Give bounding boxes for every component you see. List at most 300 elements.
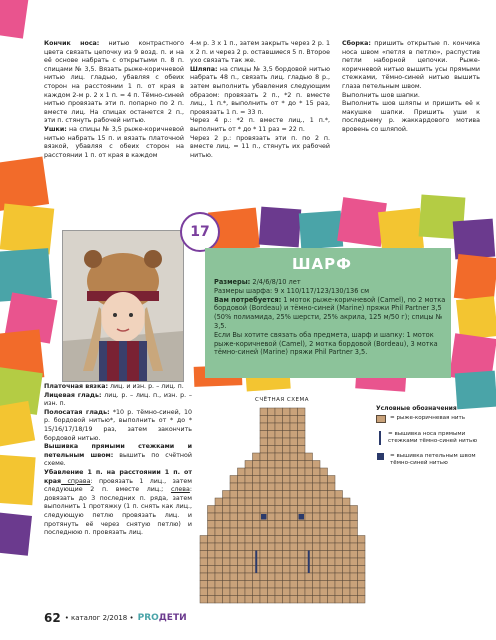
chart-cell <box>223 543 231 551</box>
chart-cell <box>230 513 238 521</box>
chart-cell <box>298 536 306 544</box>
chart-cell <box>290 491 298 499</box>
chart-cell <box>350 581 358 589</box>
chart-cell <box>268 536 276 544</box>
chart-cell <box>313 596 321 604</box>
chart-cell <box>215 528 223 536</box>
chart-cell <box>283 446 291 454</box>
chart-cell <box>328 551 336 559</box>
paragraph-hat-r4: Через 4 р.: *2 п. вместе лиц., 1 п.*, выполнить от * до * 11 раз = 22 п. <box>190 117 330 133</box>
chart-cell <box>238 521 246 529</box>
chart-cell <box>208 588 216 596</box>
camel-swatch-icon <box>376 415 386 423</box>
chart-cell <box>320 558 328 566</box>
scarf-info-text <box>214 278 452 357</box>
chart-cell <box>223 491 231 499</box>
chart-cell <box>260 468 268 476</box>
chart-cell <box>275 423 283 431</box>
chart-cell <box>290 483 298 491</box>
chart-cell <box>245 513 253 521</box>
note-yellow-mid <box>378 208 424 252</box>
chart-cell <box>253 491 261 499</box>
chart-cell <box>230 506 238 514</box>
chart-cell <box>275 543 283 551</box>
legend-title: Условные обозначения <box>376 405 457 412</box>
paragraph-assembly: Сборка: пришить открытые п. кончика носа швом «петля в петлю», распустив петли наборной цепочки. Рыже-коричневой нитью вышить усы прямыми стежками, тёмно-синей нитью вышить глаза петельным швом. <box>342 40 480 90</box>
chart-cell <box>283 431 291 439</box>
legend-item-straight-stitch: = вышивка носа прямыми стежками тёмно-синей нитью <box>376 431 494 445</box>
chart-cell <box>260 521 268 529</box>
chart-cell <box>260 573 268 581</box>
chart-cell <box>275 468 283 476</box>
chart-cell <box>253 476 261 484</box>
chart-cell <box>230 528 238 536</box>
chart-cell <box>335 528 343 536</box>
chart-cell <box>335 513 343 521</box>
chart-cell <box>208 551 216 559</box>
chart-cell <box>283 438 291 446</box>
chart-cell <box>335 536 343 544</box>
chart-cell <box>253 581 261 589</box>
chart-cell <box>313 573 321 581</box>
chart-cell <box>290 453 298 461</box>
chart-cell <box>290 521 298 529</box>
chart-cell <box>320 491 328 499</box>
chart-cell <box>260 506 268 514</box>
page-number: 62 <box>44 611 61 625</box>
chart-cell <box>298 551 306 559</box>
chart-cell <box>245 596 253 604</box>
chart-cell <box>290 513 298 521</box>
chart-cell <box>335 491 343 499</box>
chart-cell <box>245 476 253 484</box>
chart-cell <box>358 581 366 589</box>
chart-cell <box>290 596 298 604</box>
chart-cell <box>238 558 246 566</box>
chart-cell <box>350 573 358 581</box>
both-items-line: Если Вы хотите связать оба предмета, шарф и шапку: 1 моток рыже-коричневой (Camel), 2 мотка бордовой (Bordeau), 3 мотка тёмно-синей (Marine) пряжи Phil Partner 3,5. <box>214 330 438 357</box>
chart-cell <box>268 581 276 589</box>
note-teal-mid <box>299 211 343 250</box>
chart-cell <box>283 566 291 574</box>
chart-cell <box>305 581 313 589</box>
paragraph-brim-seam: Выполнить шов шляпы и пришить её к макушке шапки. Пришить уши к последнему р. жаккардового мотива вровень со шляпой. <box>342 100 480 133</box>
chart-cell <box>238 573 246 581</box>
chart-cell <box>328 596 336 604</box>
chart-cell <box>268 468 276 476</box>
chart-cell <box>290 438 298 446</box>
chart-cell <box>298 423 306 431</box>
chart-cell <box>283 461 291 469</box>
chart-cell <box>200 536 208 544</box>
chart-cell <box>268 596 276 604</box>
chart-cell <box>275 416 283 424</box>
chart-cell <box>283 588 291 596</box>
chart-cell <box>275 408 283 416</box>
chart-cell <box>275 483 283 491</box>
chart-cell <box>283 476 291 484</box>
chart-cell <box>328 498 336 506</box>
chart-cell <box>328 573 336 581</box>
chart-cell <box>343 498 351 506</box>
chart-cell <box>313 588 321 596</box>
chart-cell <box>253 528 261 536</box>
chart-cell <box>335 543 343 551</box>
chart-cell <box>260 446 268 454</box>
chart-cell <box>343 536 351 544</box>
chart-cell <box>245 543 253 551</box>
chart-cell <box>313 536 321 544</box>
chart-cell <box>305 543 313 551</box>
chart-cell <box>305 536 313 544</box>
sizes-line: Размеры: 2/4/6/8/10 лет <box>214 278 301 286</box>
chart-cell <box>275 431 283 439</box>
chart-cell <box>200 566 208 574</box>
chart-cell <box>313 506 321 514</box>
chart-cell <box>343 528 351 536</box>
chart-cell <box>313 476 321 484</box>
chart-cell <box>253 596 261 604</box>
chart-cell <box>343 596 351 604</box>
chart-cell <box>305 453 313 461</box>
chart-cell <box>253 543 261 551</box>
chart-cell <box>320 476 328 484</box>
chart-cell <box>230 483 238 491</box>
chart-cell <box>208 596 216 604</box>
chart-cell <box>215 573 223 581</box>
catalog-label: • каталог 2/2018 • <box>64 614 134 622</box>
chart-cell <box>245 461 253 469</box>
chart-cell <box>253 468 261 476</box>
chart-cell <box>343 513 351 521</box>
chart-cell <box>268 446 276 454</box>
chart-cell <box>350 543 358 551</box>
chart-cell <box>290 543 298 551</box>
chart-cell <box>268 483 276 491</box>
chart-cell <box>223 506 231 514</box>
paragraph-ear-cont: 4-м р. 3 х 1 п., затем закрыть через 2 р. 1 х 2 п. и через 2 р. оставшиеся 5 п. Второе ухо связать так же. <box>190 40 330 65</box>
chart-cell <box>350 513 358 521</box>
chart-cell <box>343 566 351 574</box>
chart-cell <box>238 596 246 604</box>
chart-cell <box>290 581 298 589</box>
chart-cell <box>298 461 306 469</box>
chart-cell <box>268 573 276 581</box>
chart-cell <box>268 416 276 424</box>
chart-cell <box>238 588 246 596</box>
chart-cell <box>283 573 291 581</box>
chart-cell <box>358 566 366 574</box>
chart-cell <box>305 513 313 521</box>
chart-cell <box>328 521 336 529</box>
chart-cell <box>283 543 291 551</box>
chart-cell <box>208 558 216 566</box>
chart-cell <box>260 558 268 566</box>
chart-cell <box>275 513 283 521</box>
chart-cell <box>283 513 291 521</box>
chart-cell <box>268 431 276 439</box>
chart-cell <box>268 461 276 469</box>
chart-cell <box>230 558 238 566</box>
chart-cell <box>223 551 231 559</box>
chart-cell <box>245 573 253 581</box>
girl-photo <box>62 230 184 382</box>
chart-cell <box>245 551 253 559</box>
chart-cell <box>200 543 208 551</box>
chart-cell <box>215 588 223 596</box>
page-footer <box>44 611 187 625</box>
chart-cell <box>253 483 261 491</box>
chart-cell <box>335 588 343 596</box>
chart-cell <box>230 543 238 551</box>
chart-cell <box>335 566 343 574</box>
chart-cell <box>328 513 336 521</box>
chart-cell <box>328 536 336 544</box>
text-column-2 <box>190 40 330 160</box>
note-teal-right <box>455 371 496 410</box>
chart-cell <box>298 491 306 499</box>
chart-cell <box>268 543 276 551</box>
chart-cell <box>313 513 321 521</box>
chart-cell <box>200 581 208 589</box>
chart-cell <box>230 521 238 529</box>
chart-cell <box>298 581 306 589</box>
paragraph-garter: Платочная вязка: лиц. и изн. р. – лиц. п. <box>44 383 184 390</box>
chart-cell <box>208 528 216 536</box>
chart-cell <box>260 438 268 446</box>
note-orange-right <box>454 254 496 302</box>
chart-cell <box>305 476 313 484</box>
paragraph-hat-seam: Выполнить шов шапки. <box>342 91 420 99</box>
chart-cell <box>313 528 321 536</box>
chart-cell <box>298 453 306 461</box>
paragraph-nose-tip: Кончик носа: нитью контрастного цвета связать цепочку из 9 возд. п. и на её основе набрать с открытыми п. 8 п. спицами № 3,5. Вязать рыже-коричневой нитью лиц. гладью, убавляя с обеих сторон на расстоянии 1 п. от края в каждом 2-м р. 2 х 1 п. = 4 п. Тёмно-синей нитью провязать эти п. попарно по 2 п. вместе лиц. На спицах останется 2 п., эти п. стянуть рабочей нитью. <box>44 40 185 125</box>
chart-cell <box>200 588 208 596</box>
chart-cell <box>238 536 246 544</box>
straight-stitch-icon <box>379 431 381 445</box>
chart-cell <box>343 551 351 559</box>
chart-cell <box>283 491 291 499</box>
chart-cell <box>268 551 276 559</box>
chart-cell <box>275 558 283 566</box>
note-pink-top <box>0 0 29 39</box>
chart-cell <box>215 506 223 514</box>
chart-cell <box>253 513 261 521</box>
chart-cell <box>328 528 336 536</box>
chart-cell <box>238 528 246 536</box>
chart-cell <box>298 558 306 566</box>
chart-cell <box>223 558 231 566</box>
chart-cell <box>313 461 321 469</box>
chart-cell <box>305 596 313 604</box>
chart-cell <box>358 551 366 559</box>
chart-cell <box>350 521 358 529</box>
chart-cell <box>238 498 246 506</box>
legend-item-camel: = рыже-коричневая нить <box>376 415 494 423</box>
chart-cell <box>335 521 343 529</box>
chart-cell <box>215 536 223 544</box>
chart-cell <box>320 468 328 476</box>
chart-cell <box>260 491 268 499</box>
chart-cell <box>335 498 343 506</box>
chart-cell <box>268 476 276 484</box>
chart-cell <box>268 513 276 521</box>
chart-cell <box>298 431 306 439</box>
chart-cell <box>290 446 298 454</box>
chart-cell <box>275 461 283 469</box>
chart-cell <box>245 558 253 566</box>
chart-cell <box>275 588 283 596</box>
chart-cell <box>238 506 246 514</box>
chart-cell <box>350 551 358 559</box>
chart-cell <box>350 558 358 566</box>
chart-cell <box>238 566 246 574</box>
chart-cell <box>208 573 216 581</box>
chart-cell <box>328 588 336 596</box>
chart-cell <box>343 558 351 566</box>
chart-cell <box>313 543 321 551</box>
chart-cell <box>283 453 291 461</box>
chart-cell <box>283 408 291 416</box>
chart-cell <box>283 498 291 506</box>
paragraph-stripes: Полосатая гладь: *10 р. тёмно-синей, 10 р. бордовой нитью*, выполнить от * до * 15/16/17/18/19 раз, затем закончить бордовой нитью. <box>44 408 192 442</box>
chart-cell <box>298 416 306 424</box>
chart-cell <box>283 483 291 491</box>
chart-cell <box>350 506 358 514</box>
chart-cell <box>298 596 306 604</box>
chart-cell <box>238 491 246 499</box>
chart-cell <box>313 491 321 499</box>
chart-cell <box>335 573 343 581</box>
chart-cell <box>328 566 336 574</box>
chart-cell <box>260 483 268 491</box>
chart-cell <box>215 521 223 529</box>
chart-cell <box>245 536 253 544</box>
chart-cell <box>223 536 231 544</box>
chart-cell <box>305 461 313 469</box>
paragraph-hat-r2: Через 2 р.: провязать эти п. по 2 п. вместе лиц. = 11 п., стянуть их рабочей нитью. <box>190 134 330 159</box>
chart-cell <box>298 566 306 574</box>
chart-cell <box>305 483 313 491</box>
chart-cell <box>215 543 223 551</box>
chart-cell <box>305 588 313 596</box>
chart-cell <box>245 581 253 589</box>
chart-cell <box>328 558 336 566</box>
eye-stitch <box>261 514 267 520</box>
chart-cell <box>253 588 261 596</box>
chart-cell <box>230 498 238 506</box>
chart-cell <box>253 506 261 514</box>
chart-cell <box>260 581 268 589</box>
chart-cell <box>223 596 231 604</box>
chart-cell <box>268 423 276 431</box>
chart-cell <box>283 416 291 424</box>
scarf-sizes-line: Размеры шарфа: 9 х 110/117/123/130/136 см <box>214 286 370 295</box>
chart-cell <box>215 596 223 604</box>
scarf-title: ШАРФ <box>292 255 353 273</box>
chart-cell <box>245 468 253 476</box>
chart-cell <box>230 536 238 544</box>
chart-cell <box>260 423 268 431</box>
chart-cell <box>305 521 313 529</box>
chart-cell <box>245 566 253 574</box>
chart-cell <box>320 581 328 589</box>
chart-cell <box>215 581 223 589</box>
chart-cell <box>298 446 306 454</box>
chart-cell <box>290 588 298 596</box>
chart-cell <box>245 491 253 499</box>
chart-cell <box>313 498 321 506</box>
chart-cell <box>230 566 238 574</box>
chart-cell <box>223 581 231 589</box>
chart-cell <box>223 528 231 536</box>
chart-cell <box>245 498 253 506</box>
chart-cell <box>238 543 246 551</box>
chart-cell <box>305 528 313 536</box>
chart-cell <box>245 506 253 514</box>
chart-cell <box>283 423 291 431</box>
chart-cell <box>200 551 208 559</box>
chart-cell <box>275 453 283 461</box>
chart-cell <box>335 506 343 514</box>
chart-cell <box>230 491 238 499</box>
chart-cell <box>245 528 253 536</box>
text-column-4 <box>44 383 192 538</box>
chart-cell <box>283 468 291 476</box>
chart-cell <box>320 551 328 559</box>
chart-cell <box>223 513 231 521</box>
chart-cell <box>275 528 283 536</box>
chart-cell <box>290 468 298 476</box>
chart-cell <box>313 551 321 559</box>
paragraph-decrease: Убавление 1 п. на расстоянии 1 п. от края справа: провязать 1 лиц., затем следующие 2 п. вместе лиц.; слева: довязать до 3 последних п. ряда, затем выполнить 1 протяжку (1 п. снять как лиц., следующую петлю провязать лиц. и протянуть её через снятую петлю) и последнюю п. провязать лиц. <box>44 468 192 537</box>
chart-cell <box>298 483 306 491</box>
chart-cell <box>305 506 313 514</box>
chart-cell <box>275 566 283 574</box>
chart-cell <box>215 558 223 566</box>
paragraph-stockinette: Лицевая гладь: лиц. р. – лиц. п., изн. р. – изн. п. <box>44 391 192 408</box>
chart-cell <box>275 596 283 604</box>
chart-cell <box>230 573 238 581</box>
model-number-badge: 17 <box>180 212 220 252</box>
chart-cell <box>298 498 306 506</box>
chart-cell <box>320 521 328 529</box>
chart-cell <box>290 536 298 544</box>
chart-cell <box>238 581 246 589</box>
chart-cell <box>238 513 246 521</box>
chart-cell <box>268 453 276 461</box>
chart-title: СЧЁТНАЯ СХЕМА <box>255 397 310 403</box>
chart-cell <box>350 528 358 536</box>
chart-cell <box>275 438 283 446</box>
chart-cell <box>215 498 223 506</box>
chart-cell <box>298 476 306 484</box>
chart-cell <box>320 566 328 574</box>
chart-cell <box>320 573 328 581</box>
chart-cell <box>283 528 291 536</box>
note-purple-mid <box>259 207 302 248</box>
chart-cell <box>223 573 231 581</box>
chart-cell <box>328 483 336 491</box>
chart-cell <box>290 461 298 469</box>
chart-cell <box>328 506 336 514</box>
chart-cell <box>320 506 328 514</box>
chart-cell <box>343 573 351 581</box>
chart-cell <box>208 536 216 544</box>
chart-cell <box>275 521 283 529</box>
chart-cell <box>283 581 291 589</box>
chart-cell <box>290 528 298 536</box>
